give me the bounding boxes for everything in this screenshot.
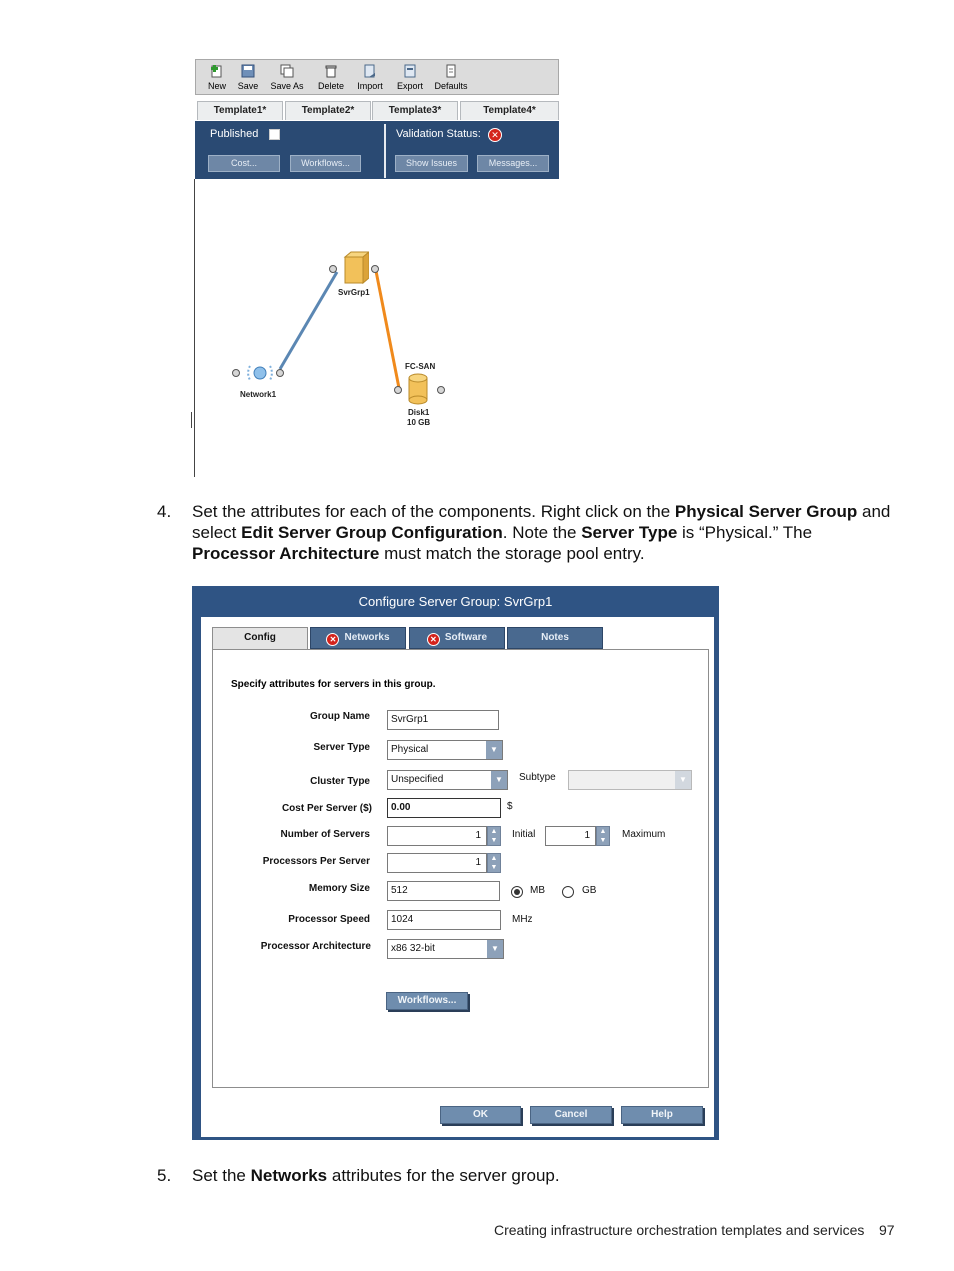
new-icon	[210, 64, 224, 78]
memory-input[interactable]: 512	[387, 881, 500, 901]
maximum-servers-input[interactable]: 1	[545, 826, 596, 846]
initial-stepper[interactable]: ▲ ▼	[487, 826, 501, 846]
save-button[interactable]: Save	[229, 63, 267, 91]
tab-networks[interactable]: ✕ Networks	[310, 627, 406, 649]
processors-label: Processors Per Server	[262, 856, 370, 867]
template-tabs	[195, 101, 559, 122]
page-number: 97	[879, 1222, 895, 1238]
disk-icon[interactable]	[406, 373, 430, 405]
dialog-title: Configure Server Group: SvrGrp1	[358, 594, 553, 609]
instruction-text: Specify attributes for servers in this group.	[231, 679, 436, 690]
link-label: FC-SAN	[405, 362, 436, 371]
step-4-number: 4.	[157, 502, 172, 521]
export-button[interactable]: Export	[391, 63, 429, 91]
dialog-workflows-button[interactable]: Workflows...	[386, 992, 468, 1010]
network-connection[interactable]	[280, 272, 337, 369]
chevron-down-icon[interactable]: ▼	[491, 771, 507, 789]
server-port-right[interactable]	[371, 265, 379, 273]
arch-label: Processor Architecture	[260, 941, 371, 952]
memory-gb-radio[interactable]	[562, 886, 574, 898]
cost-label: Cost Per Server ($)	[281, 803, 372, 814]
server-port-left[interactable]	[329, 265, 337, 273]
speed-label: Processor Speed	[288, 914, 370, 925]
save-icon	[241, 64, 255, 78]
tab-software[interactable]: ✕ Software	[409, 627, 505, 649]
error-icon: ✕	[488, 128, 502, 142]
show-issues-button[interactable]: Show Issues	[395, 155, 468, 172]
chevron-down-icon[interactable]: ▼	[675, 771, 691, 789]
initial-label: Initial	[512, 829, 536, 840]
help-button[interactable]: Help	[621, 1106, 703, 1124]
processors-input[interactable]: 1	[387, 853, 487, 873]
arch-select[interactable]: x86 32-bit ▼	[387, 939, 504, 959]
server-type-label: Server Type	[313, 742, 370, 753]
error-icon: ✕	[427, 633, 440, 646]
server-label: SvrGrp1	[338, 288, 370, 297]
initial-servers-input[interactable]: 1	[387, 826, 487, 846]
chevron-down-icon[interactable]: ▼	[486, 741, 502, 759]
group-name-label: Group Name	[309, 711, 370, 722]
cluster-type-select[interactable]: Unspecified ▼	[387, 770, 508, 790]
published-label: Published	[210, 128, 259, 140]
chevron-down-icon[interactable]: ▼	[487, 940, 503, 958]
speed-input[interactable]: 1024	[387, 910, 501, 930]
step-5-text: Set the Networks attributes for the server group.	[192, 1166, 560, 1185]
cost-input[interactable]: 0.00	[387, 798, 501, 818]
import-button[interactable]: Import	[351, 63, 389, 91]
document-icon	[444, 64, 458, 78]
publish-bar-divider	[384, 124, 386, 178]
cluster-type-label: Cluster Type	[310, 776, 370, 787]
tab-config[interactable]: Config	[212, 627, 308, 649]
speed-unit: MHz	[512, 914, 533, 925]
network-label: Network1	[240, 390, 277, 399]
template-diagram	[195, 179, 559, 477]
tab-template4[interactable]: Template4*	[460, 101, 559, 120]
subtype-select[interactable]	[568, 770, 692, 790]
validation-label: Validation Status:	[396, 128, 481, 140]
memory-gb-label: GB	[582, 885, 597, 896]
defaults-button[interactable]: Defaults	[432, 63, 470, 91]
save-as-icon	[280, 64, 294, 78]
disk-label: Disk1	[408, 408, 430, 417]
disk-port-right[interactable]	[437, 386, 445, 394]
disk-port-left[interactable]	[394, 386, 402, 394]
disk-size: 10 GB	[407, 418, 431, 427]
network-port-left[interactable]	[232, 369, 240, 377]
workflows-button[interactable]: Workflows...	[290, 155, 361, 172]
canvas-border-mark	[191, 412, 192, 428]
tab-template3[interactable]: Template3*	[372, 101, 458, 120]
designer-toolbar	[195, 59, 559, 95]
subtype-label: Subtype	[519, 772, 556, 783]
tab-template2[interactable]: Template2*	[285, 101, 371, 120]
step-5-number: 5.	[157, 1166, 172, 1185]
memory-label: Memory Size	[308, 883, 370, 894]
group-name-input[interactable]: SvrGrp1	[387, 710, 499, 730]
published-checkbox[interactable]	[269, 129, 280, 140]
trash-icon	[324, 64, 338, 78]
server-group-icon[interactable]	[341, 251, 369, 285]
delete-button[interactable]: Delete	[312, 63, 350, 91]
new-button[interactable]: New	[198, 63, 236, 91]
cost-unit: $	[507, 801, 513, 812]
import-icon	[363, 64, 377, 78]
server-type-select[interactable]: Physical ▼	[387, 740, 503, 760]
memory-mb-label: MB	[530, 885, 545, 896]
tab-template1[interactable]: Template1*	[197, 101, 283, 120]
network-port-right[interactable]	[276, 369, 284, 377]
num-servers-label: Number of Servers	[280, 829, 370, 840]
network-icon[interactable]	[244, 358, 276, 388]
export-icon	[403, 64, 417, 78]
san-connection[interactable]	[376, 271, 399, 388]
step-4-text: Set the attributes for each of the components. Right click on the Physical Server Group and select Edit Server Group Configuration. Note the Server Type is “Physical.” The Processor Architecture must match the storage pool entry.	[192, 502, 891, 563]
memory-mb-radio[interactable]	[511, 886, 523, 898]
save-as-button[interactable]: Save As	[268, 63, 306, 91]
cost-button[interactable]: Cost...	[208, 155, 280, 172]
tab-notes[interactable]: Notes	[507, 627, 603, 649]
cancel-button[interactable]: Cancel	[530, 1106, 612, 1124]
page-footer: Creating infrastructure orchestration templates and services	[494, 1222, 865, 1238]
maximum-stepper[interactable]: ▲ ▼	[596, 826, 610, 846]
maximum-label: Maximum	[622, 829, 666, 840]
publish-bar	[195, 121, 559, 179]
messages-button[interactable]: Messages...	[477, 155, 549, 172]
ok-button[interactable]: OK	[440, 1106, 521, 1124]
processors-stepper[interactable]: ▲ ▼	[487, 853, 501, 873]
error-icon: ✕	[326, 633, 339, 646]
